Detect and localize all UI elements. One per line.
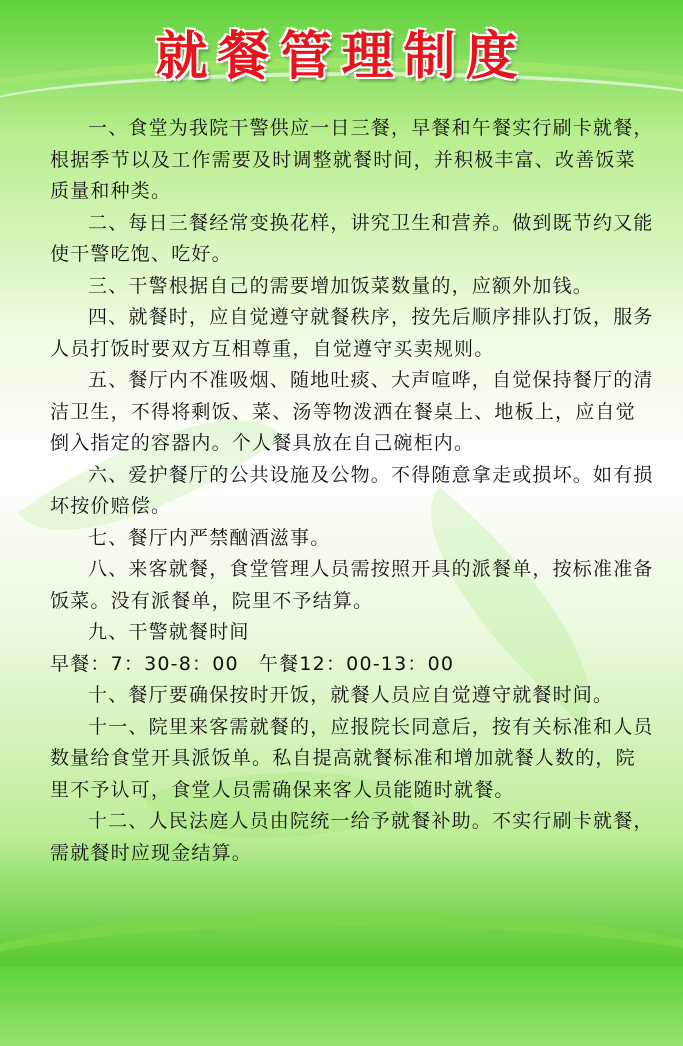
rule-paragraph: 五、餐厅内不准吸烟、随地吐痰、大声喧哗，自觉保持餐厅的清洁卫生，不得将剩饭、菜、汤等物泼洒在餐桌上、地板上，应自觉倒入指定的容器内。个人餐具放在自己碗柜内。: [50, 369, 654, 454]
rule-paragraph: 七、餐厅内严禁酗酒滋事。: [88, 526, 331, 549]
rules-body: [50, 113, 655, 869]
rule-paragraph: 三、干警根据自己的需要增加饭菜数量的，应额外加钱。: [88, 274, 594, 297]
rule-paragraph: 九、干警就餐时间: [88, 621, 250, 643]
rule-paragraph: 八、来客就餐，食堂管理人员需按照开具的派餐单，按标准准备饭菜。没有派餐单，院里不予结算。: [50, 558, 654, 612]
rule-paragraph: 十、餐厅要确保按时开饭，就餐人员应自觉遵守就餐时间。: [88, 684, 614, 706]
rule-paragraph: 十二、人民法庭人员由院统一给予就餐补助。不实行刷卡就餐，需就餐时应现金结算。: [50, 810, 654, 864]
rule-paragraph: 一、食堂为我院干警供应一日三餐，早餐和午餐实行刷卡就餐，根据季节以及工作需要及时调整就餐时间，并积极丰富、改善饭菜质量和种类。: [50, 117, 654, 202]
rule-paragraph: 十一、院里来客需就餐的，应报院长同意后，按有关标准和人员数量给食堂开具派饭单。私自提高就餐标准和增加就餐人数的，院里不予认可，食堂人员需确保来客人员能随时就餐。: [50, 715, 654, 801]
meal-times: 早餐：7：30-8：00 午餐12：00-13：00: [50, 652, 455, 675]
bottom-swoosh-decoration: [0, 912, 683, 1046]
rule-paragraph: 六、爱护餐厅的公共设施及公物。不得随意拿走或损坏。如有损坏按价赔偿。: [50, 463, 654, 517]
rule-paragraph: 四、就餐时，应自觉遵守就餐秩序，按先后顺序排队打饭，服务人员打饭时要双方互相尊重，自觉遵守买卖规则。: [50, 306, 654, 360]
page-title: 就餐管理制度: [155, 26, 528, 87]
rule-paragraph: 二、每日三餐经常变换花样，讲究卫生和营养。做到既节约又能使干警吃饱、吃好。: [50, 211, 654, 265]
